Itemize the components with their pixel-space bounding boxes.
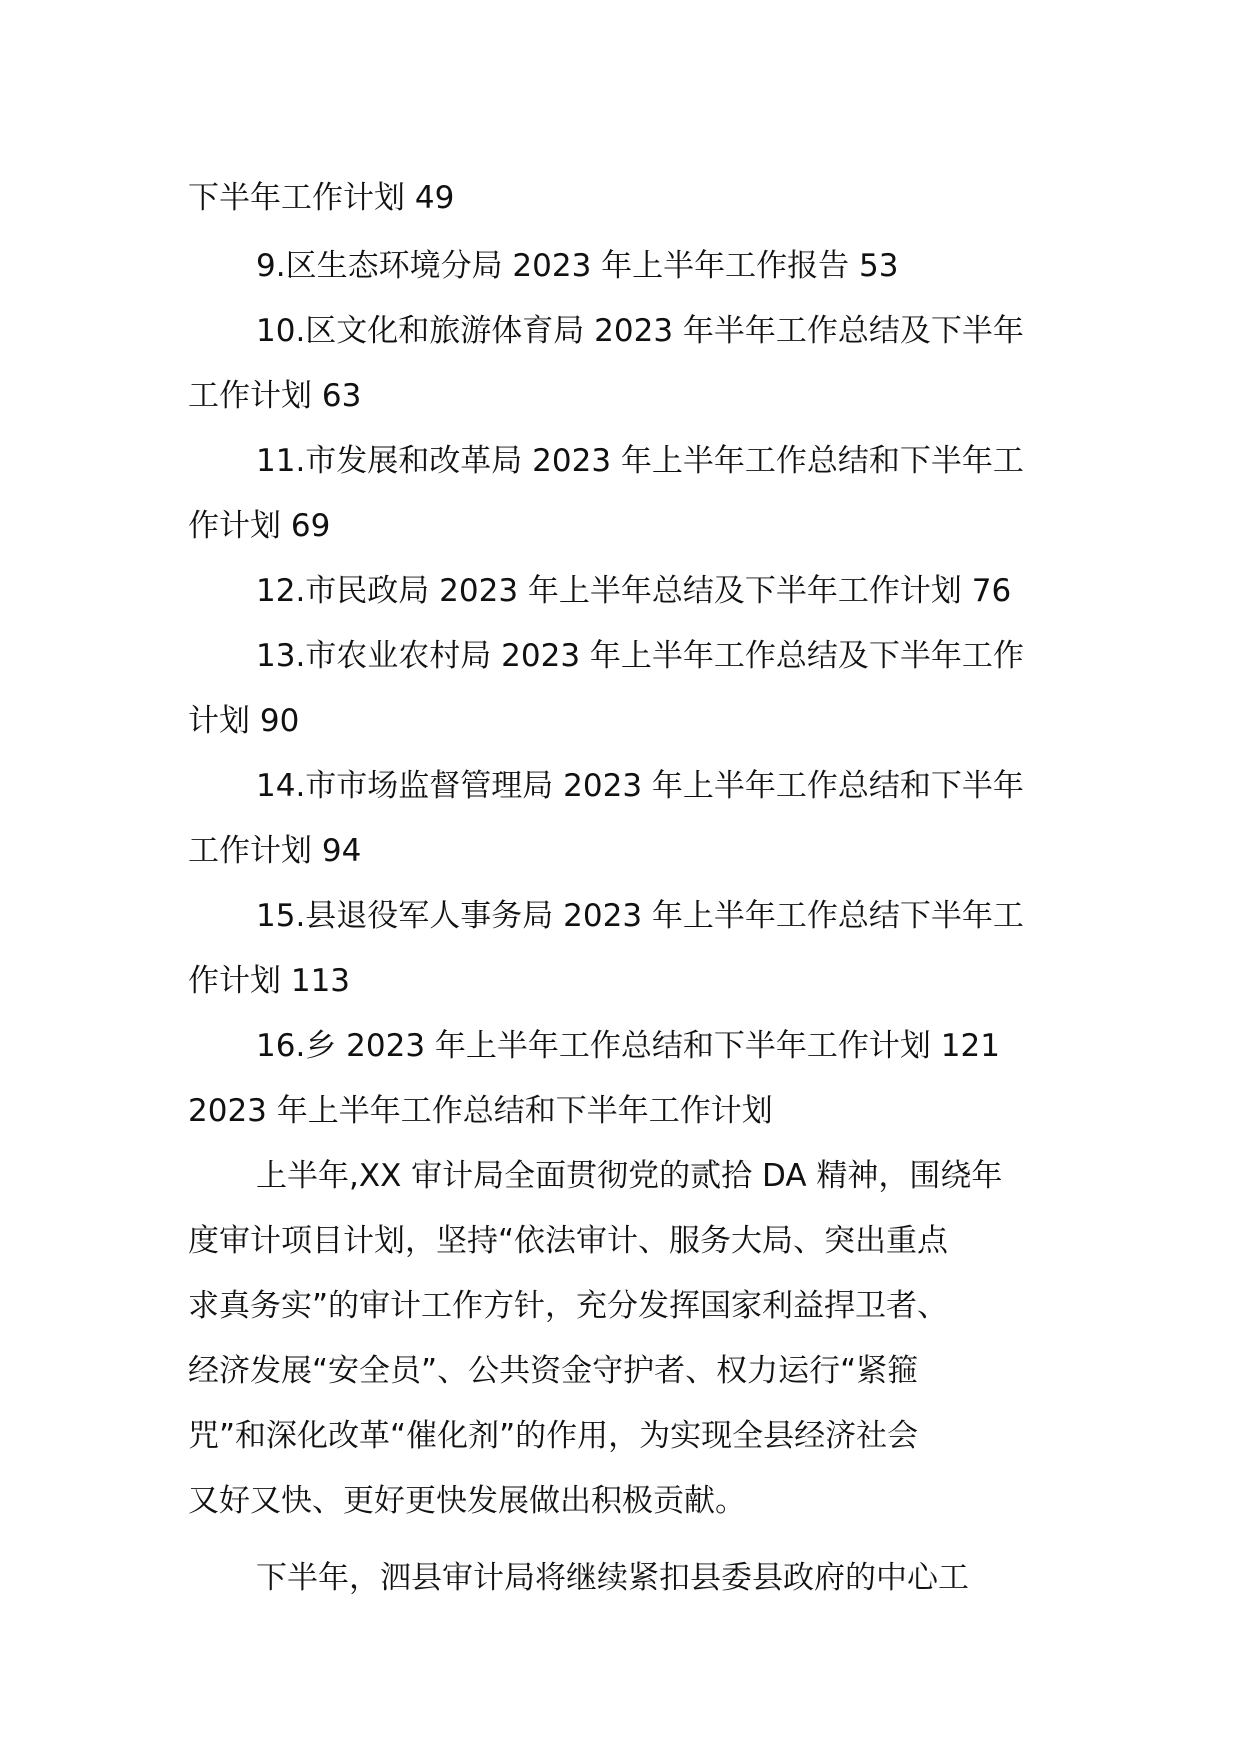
paragraph-1-line-2: 度审计项目计划，坚持“依法审计、服务大局、突出重点 bbox=[188, 1223, 949, 1259]
document-body bbox=[188, 166, 1058, 1611]
toc-item-8-continuation: 下半年工作计划 49 bbox=[188, 180, 455, 216]
paragraph-1-line-4: 经济发展“安全员”、公共资金守护者、权力运行“紧箍 bbox=[188, 1353, 919, 1389]
toc-item-10-line-2: 工作计划 63 bbox=[188, 378, 362, 414]
paragraph-1-line-5: 咒”和深化改革“催化剂”的作用，为实现全县经济社会 bbox=[188, 1418, 919, 1454]
paragraph-2-line-1: 下半年，泗县审计局将继续紧扣县委县政府的中心工 bbox=[256, 1560, 969, 1596]
paragraph-1-line-1: 上半年,XX 审计局全面贯彻党的贰拾 DA 精神，围绕年 bbox=[256, 1158, 1003, 1194]
toc-item-16: 16.乡 2023 年上半年工作总结和下半年工作计划 121 bbox=[256, 1028, 1000, 1064]
toc-item-11-line-1: 11.市发展和改革局 2023 年上半年工作总结和下半年工 bbox=[256, 443, 1024, 479]
toc-item-13-line-1: 13.市农业农村局 2023 年上半年工作总结及下半年工作 bbox=[256, 638, 1024, 674]
toc-item-15-line-1: 15.县退役军人事务局 2023 年上半年工作总结下半年工 bbox=[256, 898, 1024, 934]
toc-item-10-line-1: 10.区文化和旅游体育局 2023 年半年工作总结及下半年 bbox=[256, 313, 1024, 349]
toc-item-12: 12.市民政局 2023 年上半年总结及下半年工作计划 76 bbox=[256, 573, 1012, 609]
toc-item-15-line-2: 作计划 113 bbox=[188, 963, 351, 999]
paragraph-1-line-6: 又好又快、更好更快发展做出积极贡献。 bbox=[188, 1483, 746, 1519]
document-title: 2023 年上半年工作总结和下半年工作计划 bbox=[188, 1093, 773, 1129]
toc-item-9: 9.区生态环境分局 2023 年上半年工作报告 53 bbox=[256, 248, 899, 284]
toc-item-14-line-1: 14.市市场监督管理局 2023 年上半年工作总结和下半年 bbox=[256, 768, 1024, 804]
toc-item-13-line-2: 计划 90 bbox=[188, 703, 300, 739]
toc-item-14-line-2: 工作计划 94 bbox=[188, 833, 362, 869]
paragraph-1-line-3: 求真务实”的审计工作方针，充分发挥国家利益捍卫者、 bbox=[188, 1288, 949, 1324]
toc-item-11-line-2: 作计划 69 bbox=[188, 508, 331, 544]
